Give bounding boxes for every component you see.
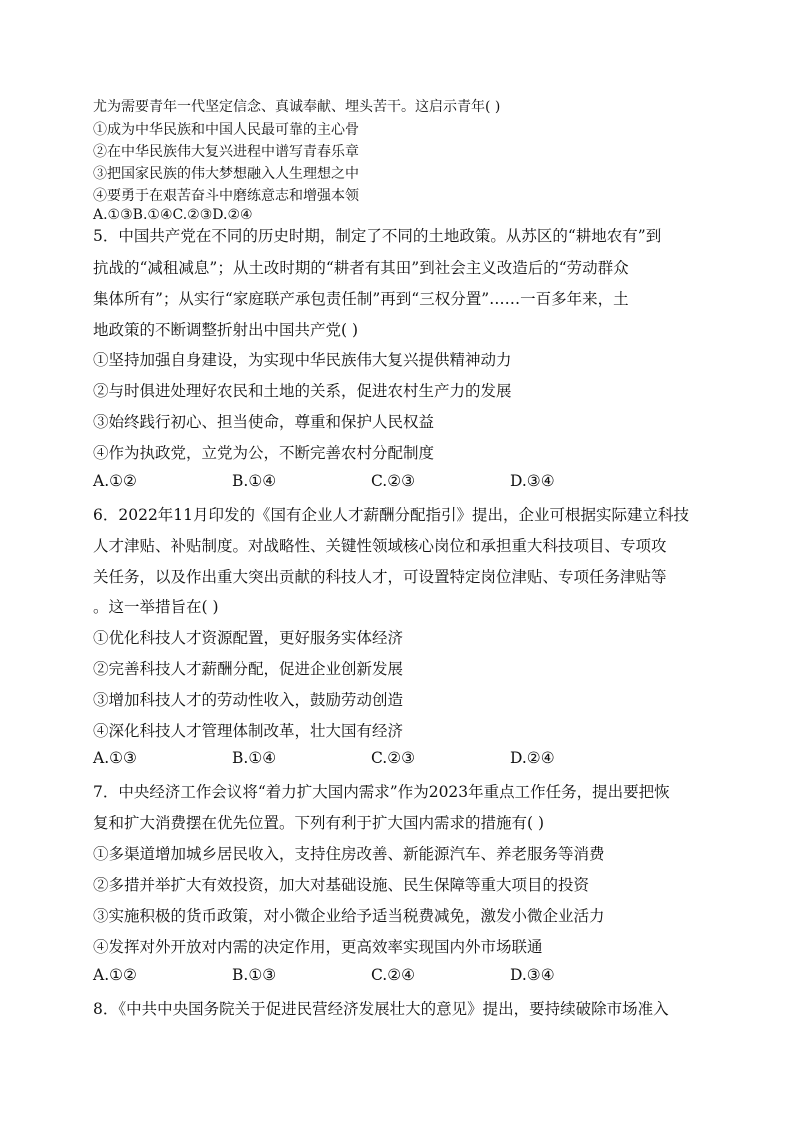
q6-item-3: ③增加科技人才的劳动性收入，鼓励劳动创造 [93, 691, 404, 709]
q4-item-3: ③把国家民族的伟大梦想融入人生理想之中 [93, 166, 359, 182]
q6-item-4: ④深化科技人才管理体制改革，壮大国有经济 [93, 722, 404, 740]
q6-stem-line-2: 人才津贴、补贴制度。对战略性、关键性领域核心岗位和承担重大科技项目、专项攻 [93, 537, 667, 555]
q5-item-4: ④作为执政党，立党为公，不断完善农村分配制度 [93, 444, 435, 462]
q5-stem-line-4: 地政策的不断调整折射出中国共产党( ) [93, 321, 359, 339]
q5-item-3: ③始终践行初心、担当使命，尊重和保护人民权益 [93, 413, 435, 431]
q7-stem-line-2: 复和扩大消费摆在优先位置。下列有利于扩大国内需求的措施有( ) [93, 814, 545, 832]
q7-item-4: ④发挥对外开放对内需的决定作用，更高效率实现国内外市场联通 [93, 938, 543, 956]
q4-item-4: ④要勇于在艰苦奋斗中磨练意志和增强本领 [93, 188, 359, 204]
q6-option-d: D.②④ [510, 749, 555, 767]
q7-option-b: B.①③ [232, 966, 277, 984]
q5-stem-line-3: 集体所有”；从实行“家庭联产承包责任制”再到“三权分置”……一百多年来，土 [93, 290, 629, 308]
q5-option-c: C.②③ [371, 472, 416, 490]
q6-stem-line-1: 6．2022年11月印发的《国有企业人才薪酬分配指引》提出，企业可根据实际建立科技 [93, 506, 690, 524]
q5-stem-line-1: 5．中国共产党在不同的历史时期，制定了不同的土地政策。从苏区的“耕地农有”到 [93, 227, 662, 245]
q5-stem-line-2: 抗战的“减租减息”；从土改时期的“耕者有其田”到社会主义改造后的“劳动群众 [93, 259, 629, 277]
q5-option-a: A.①② [93, 472, 137, 490]
q6-item-2: ②完善科技人才薪酬分配，促进企业创新发展 [93, 660, 404, 678]
q6-item-1: ①优化科技人才资源配置，更好服务实体经济 [93, 629, 404, 647]
q4-item-2: ②在中华民族伟大复兴进程中谱写青春乐章 [93, 144, 359, 160]
q7-stem-line-1: 7．中央经济工作会议将“着力扩大国内需求”作为2023年重点工作任务，提出要把恢 [93, 783, 670, 801]
q7-option-c: C.②④ [371, 966, 416, 984]
q5-option-b: B.①④ [232, 472, 277, 490]
q7-option-d: D.③④ [510, 966, 555, 984]
q7-option-a: A.①② [93, 966, 137, 984]
q5-item-2: ②与时俱进处理好农民和土地的关系，促进农村生产力的发展 [93, 382, 512, 400]
q6-option-a: A.①③ [93, 749, 137, 767]
q4-answer-options: A.①③B.①④C.②③D.②④ [93, 207, 253, 223]
q6-stem-line-3: 关任务，以及作出重大突出贡献的科技人才，可设置特定岗位津贴、专项任务津贴等 [93, 568, 667, 586]
q8-stem-line-1: 8．《中共中央国务院关于促进民营经济发展壮大的意见》提出，要持续破除市场准入 [93, 1000, 669, 1018]
q4-item-1: ①成为中华民族和中国人民最可靠的主心骨 [93, 122, 359, 138]
q5-option-d: D.③④ [510, 472, 555, 490]
q6-option-c: C.②③ [371, 749, 416, 767]
q6-stem-line-4: 。这一举措旨在( ) [93, 598, 219, 616]
q7-item-3: ③实施积极的货币政策，对小微企业给予适当税费减免，激发小微企业活力 [93, 907, 605, 925]
q7-item-2: ②多措并举扩大有效投资，加大对基础设施、民生保障等重大项目的投资 [93, 876, 590, 894]
q6-option-b: B.①④ [232, 749, 277, 767]
q7-item-1: ①多渠道增加城乡居民收入，支持住房改善、新能源汽车、养老服务等消费 [93, 845, 605, 863]
q4-stem-tail: 尤为需要青年一代坚定信念、真诚奉献、埋头苦干。这启示青年( ) [93, 99, 501, 115]
q5-item-1: ①坚持加强自身建设，为实现中华民族伟大复兴提供精神动力 [93, 351, 512, 369]
